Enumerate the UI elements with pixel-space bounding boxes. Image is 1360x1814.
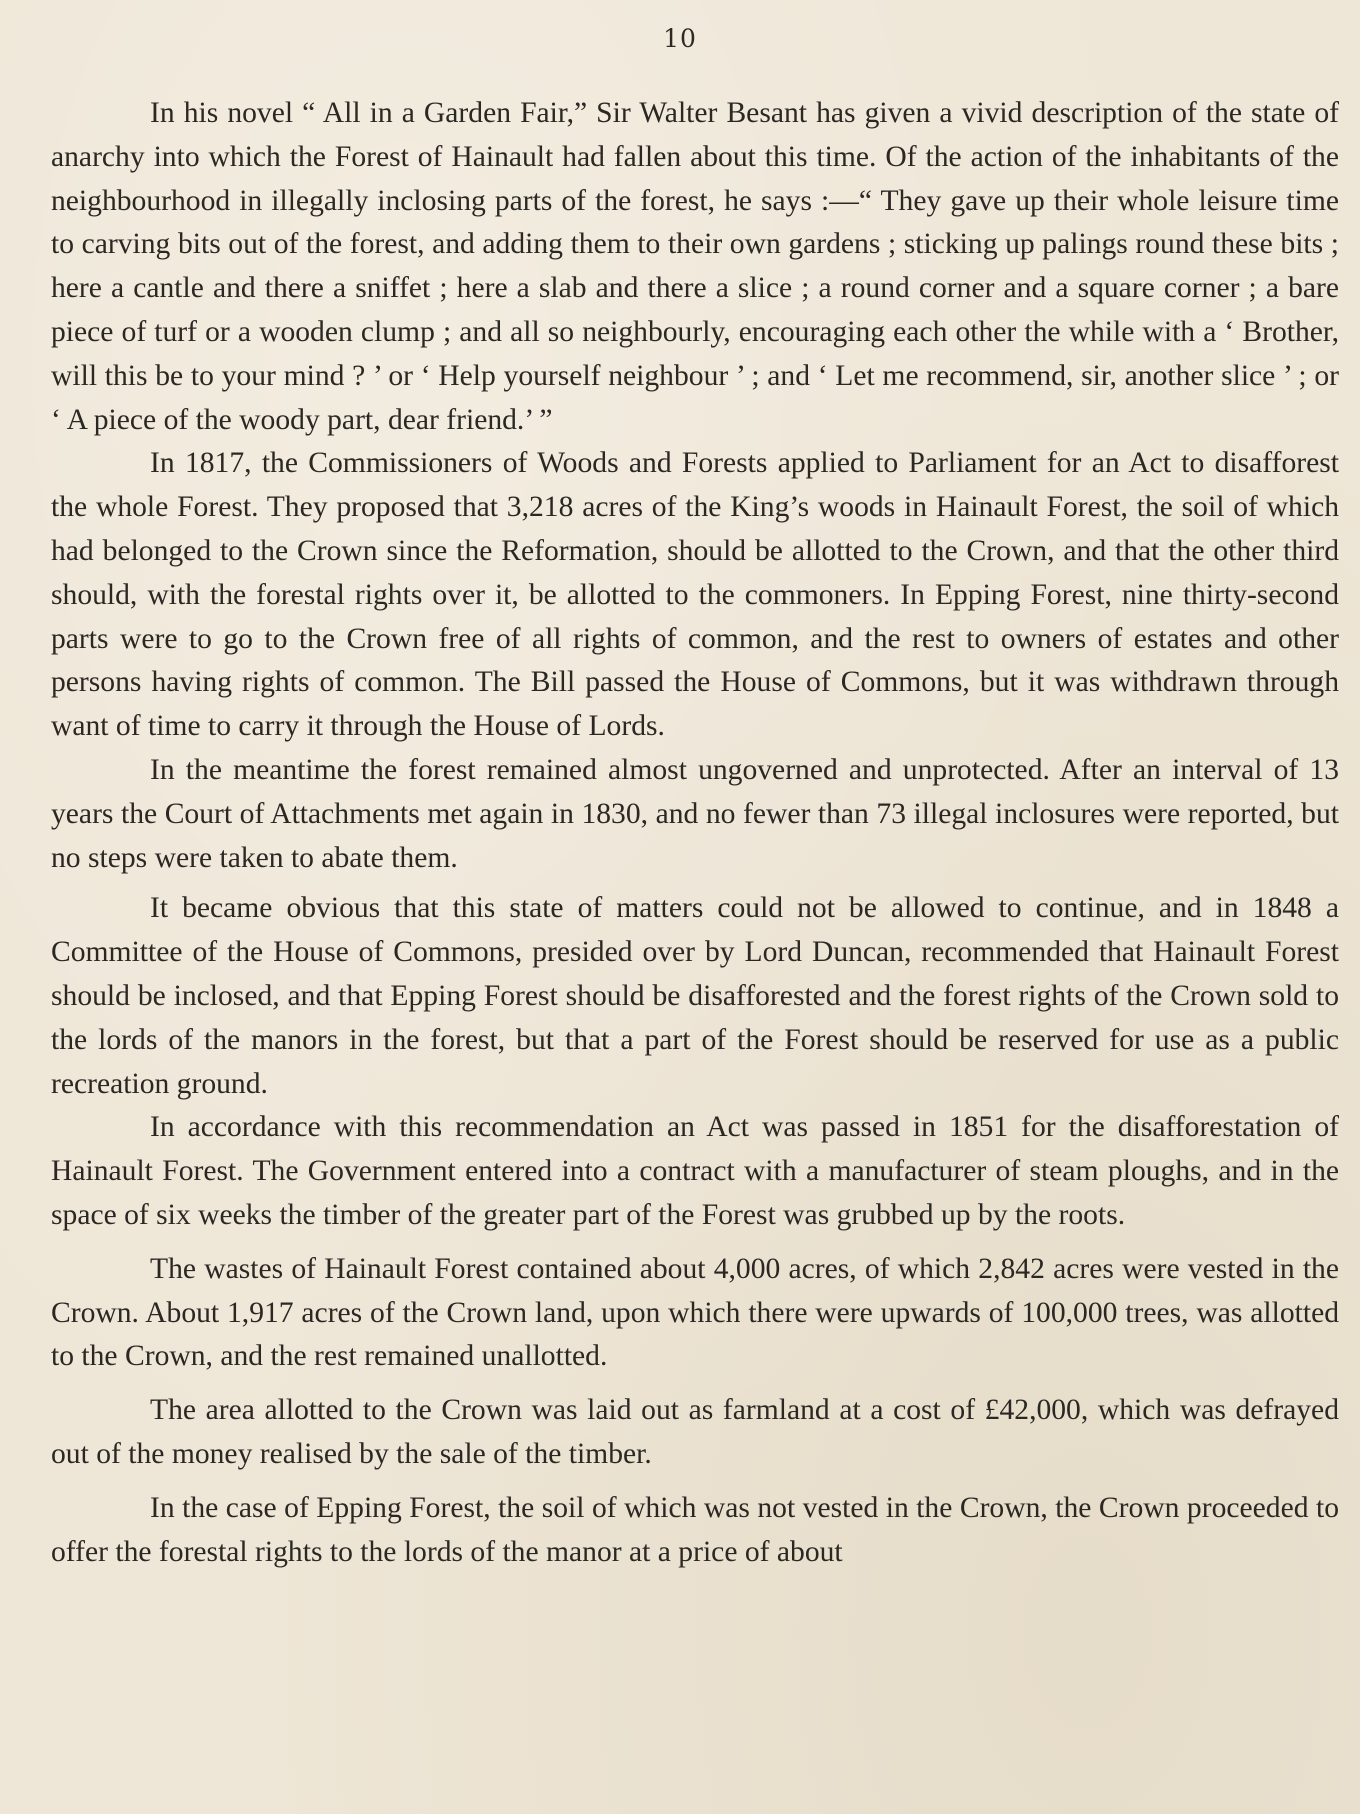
paragraph-meantime: In the meantime the forest remained almost ungoverned and unprotected. After an interval of 13 years the Court of Attachments met again in 1830, and no fewer than 73 illegal inclosures were reported, but no steps were taken to abate them. <box>51 753 1339 874</box>
paragraph-epping-forest: In the case of Epping Forest, the soil of which was not vested in the Crown, the Crown proceeded to offer the forestal rights to the lords of the manor at a price of about <box>51 1491 1339 1568</box>
body-text <box>51 92 1339 1574</box>
paragraph-1817-act: In 1817, the Commissioners of Woods and Forests applied to Parliament for an Act to disafforest the whole Forest. They proposed that 3,218 acres of the King’s woods in Hainault Forest, the soil of which had belonged to the Crown since the Reformation, should be allotted to the Crown, and that the other third should, with the forestal rights over it, be allotted to the commoners. In Epping Forest, nine thirty-second parts were to go to the Crown free of all rights of common, and the rest to owners of estates and other persons having rights of common. The Bill passed the House of Commons, but it was withdrawn through want of time to carry it through the House of Lords. <box>51 447 1339 743</box>
paragraph-1848-committee: It became obvious that this state of matters could not be allowed to continue, and in 1848 a Committee of the House of Commons, presided over by Lord Duncan, recommended that Hainault Forest should be inclosed, and that Epping Forest should be disafforested and the forest rights of the Crown sold to the lords of the manors in the forest, but that a part of the Forest should be reserved for use as a public recreation ground. <box>51 892 1339 1100</box>
paragraph-farmland: The area allotted to the Crown was laid out as farmland at a cost of £42,000, which was defrayed out of the money realised by the sale of the timber. <box>51 1394 1339 1470</box>
paragraph-besant-quote: In his novel “ All in a Garden Fair,” Sir Walter Besant has given a vivid description of the state of anarchy into which the Forest of Hainault had fallen about this time. Of the action of the inhabitants of the neighbourhood in illegally inclosing parts of the forest, he says :—“ They gave up their whole leisure time to carving bits out of the forest, and adding them to their own gardens ; sticking up palings round these bits ; here a cantle and there a sniffet ; here a slab and there a slice ; a round corner and a square corner ; a bare piece of turf or a wooden clump ; and all so neighbourly, encouraging each other the while with a ‘ Brother, will this be to your mind ? ’ or ‘ Help yourself neighbour ’ ; and ‘ Let me recommend, sir, another slice ’ ; or ‘ A piece of the woody part, dear friend.’ ” <box>51 97 1339 436</box>
page-number: 10 <box>663 24 697 53</box>
paragraph-1851-act: In accordance with this recommendation an Act was passed in 1851 for the disafforestation of Hainault Forest. The Government entered into a contract with a manufacturer of steam ploughs, and in the space of six weeks the timber of the greater part of the Forest was grubbed up by the roots. <box>51 1111 1339 1231</box>
paragraph-hainault-wastes: The wastes of Hainault Forest contained about 4,000 acres, of which 2,842 acres were vested in the Crown. About 1,917 acres of the Crown land, upon which there were upwards of 100,000 trees, was allotted to the Crown, and the rest remained unallotted. <box>51 1252 1339 1373</box>
